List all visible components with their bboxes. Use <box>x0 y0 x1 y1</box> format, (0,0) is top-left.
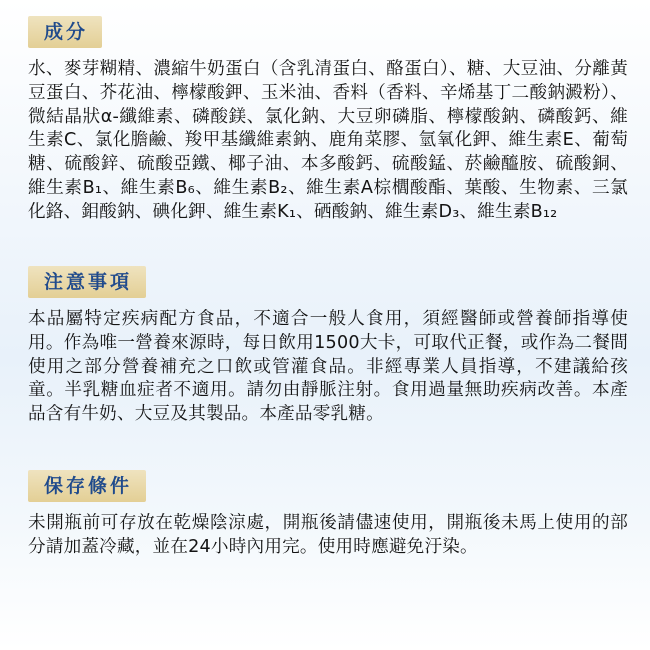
storage-heading: 保存條件 <box>28 470 146 502</box>
storage-section <box>28 470 628 560</box>
ingredients-text: 水、麥芽糊精、濃縮牛奶蛋白（含乳清蛋白、酪蛋白）、糖、大豆油、分離黃豆蛋白、芥花油、檸檬酸鉀、玉米油、香料（香料、辛烯基丁二酸鈉澱粉）、微結晶狀α-纖維素、磷酸鎂、氯化鈉、大豆卵磷脂、檸檬酸鈉、磷酸鈣、維生素C、氯化膽鹼、羧甲基纖維素鈉、鹿角菜膠、氫氧化鉀、維生素E、葡萄糖、硫酸鋅、硫酸亞鐵、椰子油、本多酸鈣、硫酸錳、菸鹼醯胺、硫酸銅、維生素B₁、維生素B₆、維生素B₂、維生素A棕櫚酸酯、葉酸、生物素、三氯化鉻、鉬酸鈉、碘化鉀、維生素K₁、硒酸鈉、維生素D₃、維生素B₁₂ <box>28 59 628 222</box>
storage-text: 未開瓶前可存放在乾燥陰涼處，開瓶後請儘速使用，開瓶後未馬上使用的部分請加蓋冷藏，並在24小時內用完。使用時應避免汙染。 <box>28 513 628 557</box>
precautions-section <box>28 266 628 427</box>
precautions-heading: 注意事項 <box>28 266 146 298</box>
ingredients-section <box>28 16 628 225</box>
precautions-text: 本品屬特定疾病配方食品，不適合一般人食用，須經醫師或營養師指導使用。作為唯一營養來源時，每日飲用1500大卡，可取代正餐，或作為二餐間使用之部分營養補充之口飲或管灌食品。非經專業人員指導，不建議給孩童。半乳糖血症者不適用。請勿由靜脈注射。食用過量無助疾病改善。本產品含有牛奶、大豆及其製品。本產品零乳糖。 <box>28 309 628 425</box>
ingredients-heading: 成分 <box>28 16 102 48</box>
